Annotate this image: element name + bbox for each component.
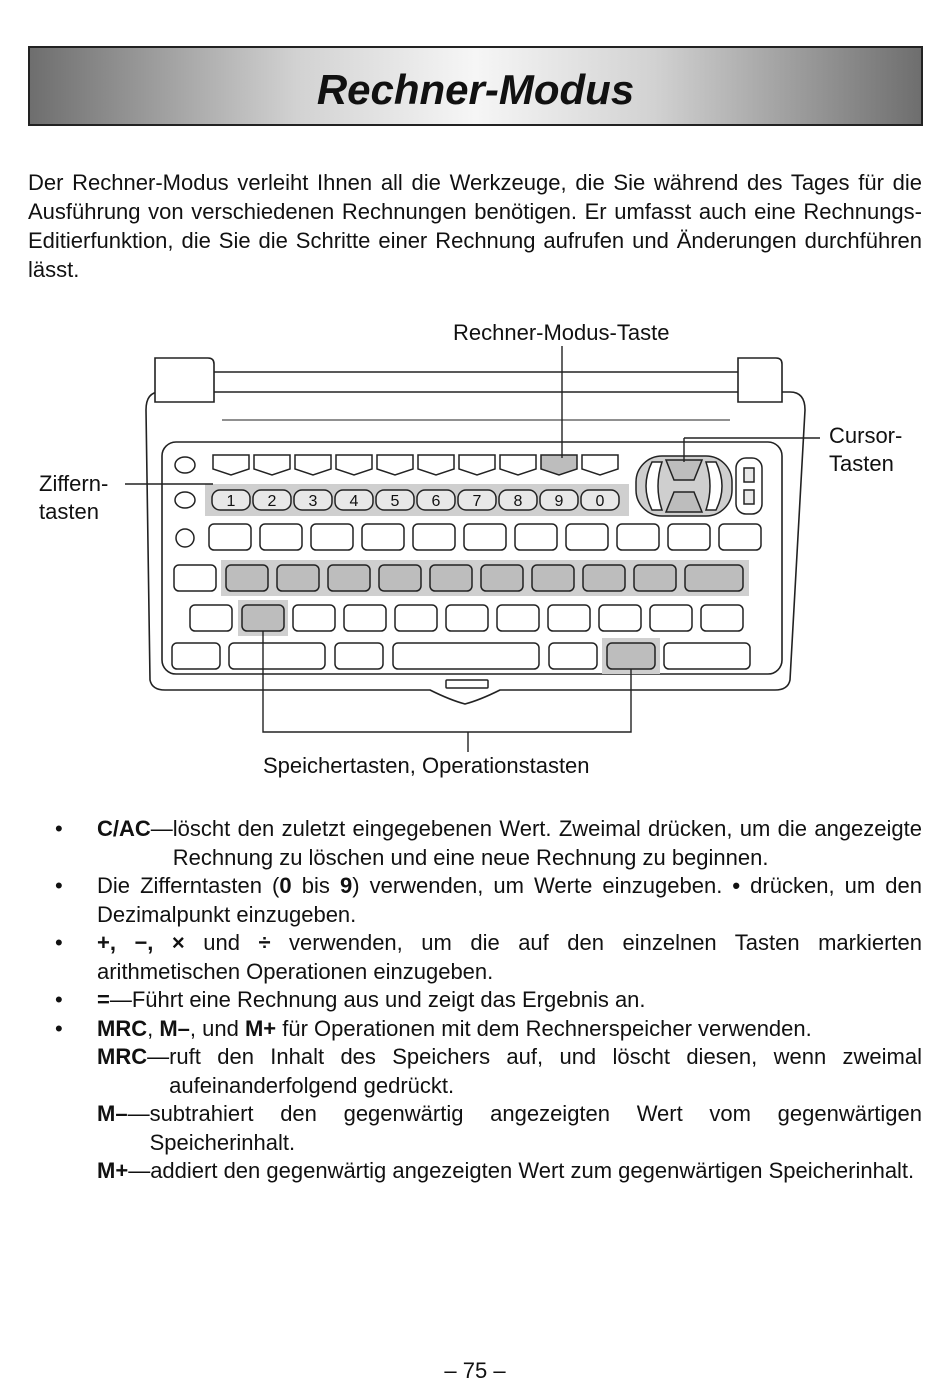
operation-key <box>379 565 421 591</box>
key <box>650 605 692 631</box>
memory-sub-m-minus <box>55 1100 922 1157</box>
m-minus-description: subtrahiert den gegenwärtig angezeigten Wert vom gegenwärtigen Speicherinhalt. <box>149 1101 922 1155</box>
key <box>548 605 590 631</box>
key <box>617 524 659 550</box>
operation-key <box>430 565 472 591</box>
key <box>719 524 761 550</box>
term-clear: C/AC <box>97 816 151 841</box>
key <box>446 605 488 631</box>
intro-paragraph: Der Rechner-Modus verleiht Ihnen all die Werkzeuge, die Sie während des Tages für die Ausführung von verschiedenen Rechnungen benötigen. Er umfasst auch eine Rechnungs-Editierfunktion, die Sie die Schritte einer Rechnung aufrufen und Änderungen durchführen lässt. <box>28 170 922 282</box>
operation-key <box>328 565 370 591</box>
bullet-clear-key <box>55 815 922 872</box>
key-row-5 <box>190 605 743 631</box>
text: ) verwenden, um Werte einzugeben. <box>352 873 733 898</box>
cursor-keys-label-2: Tasten <box>829 451 894 476</box>
memory-sub-mrc <box>55 1043 922 1100</box>
key <box>229 643 325 669</box>
key <box>701 605 743 631</box>
dash: — <box>127 1101 150 1126</box>
mode-key <box>254 455 290 475</box>
text: drücken, um den Dezimalpunkt einzugeben. <box>97 873 922 927</box>
cursor-pad <box>636 456 762 516</box>
key-9: 9 <box>339 873 353 898</box>
operation-key <box>226 565 268 591</box>
dash: — <box>109 987 132 1012</box>
latch-slot <box>446 680 488 688</box>
side-button-2 <box>175 492 195 508</box>
text: , <box>147 1015 160 1041</box>
key <box>668 524 710 550</box>
bullet-dot: • <box>55 873 63 898</box>
digit-keys-label-1: Ziffern- <box>39 471 109 496</box>
key <box>599 605 641 631</box>
page-title: Rechner-Modus <box>316 66 635 113</box>
mode-key <box>459 455 495 475</box>
bullet-dot: • <box>55 930 63 955</box>
key-m-minus: M– <box>159 1015 190 1041</box>
dash: — <box>150 816 173 841</box>
key <box>311 524 353 550</box>
text: bis <box>291 873 340 898</box>
digit-key-label: 1 <box>226 493 236 510</box>
page-number: – 75 – <box>444 1358 506 1383</box>
operation-key <box>277 565 319 591</box>
key <box>549 643 597 669</box>
mode-key <box>418 455 454 475</box>
bullet-dot: • <box>55 987 63 1012</box>
operation-key <box>634 565 676 591</box>
key <box>260 524 302 550</box>
bullet-memory-keys <box>55 1015 922 1044</box>
bullet-dot: • <box>55 1015 63 1041</box>
text: verwenden, um die auf den einzelnen Tasten markierten arithmetischen Operationen einzugeben. <box>97 930 922 984</box>
key <box>362 524 404 550</box>
operation-key <box>685 565 743 591</box>
text: für Operationen mit dem Rechnerspeicher verwenden. <box>276 1015 812 1041</box>
key-mrc: MRC <box>97 1015 148 1041</box>
divide-key: ÷ <box>258 930 271 955</box>
mode-key <box>582 455 618 475</box>
bullet-digit-keys <box>55 872 922 929</box>
text: und <box>203 930 259 955</box>
operation-key <box>481 565 523 591</box>
key-m-plus: M+ <box>244 1015 277 1041</box>
term-m-minus: M– <box>97 1101 128 1126</box>
key <box>209 524 251 550</box>
text: Die Zifferntasten ( <box>97 873 280 898</box>
memory-operation-keys-label: Speichertasten, Operationstasten <box>263 753 590 778</box>
dash: — <box>147 1044 170 1069</box>
clear-description: löscht den zuletzt eingegebenen Wert. Zweimal drücken, um die angezeigte Rechnung zu löschen und eine neue Rechnung zu beginnen. <box>172 816 922 870</box>
term-mrc: MRC <box>97 1044 148 1069</box>
mode-key-row <box>213 455 618 475</box>
key <box>174 565 216 591</box>
text: , und <box>189 1015 245 1041</box>
key <box>335 643 383 669</box>
mode-key <box>377 455 413 475</box>
key <box>497 605 539 631</box>
calculator-mode-key <box>541 455 577 475</box>
key-row-3 <box>209 524 761 550</box>
digit-key-label: 3 <box>308 493 318 510</box>
mode-key <box>213 455 249 475</box>
bullet-dot: • <box>55 816 63 841</box>
dash: — <box>128 1158 151 1183</box>
digit-key-label: 8 <box>513 493 523 510</box>
memory-sub-m-plus <box>55 1157 922 1186</box>
digit-key-label: 9 <box>554 493 564 510</box>
mode-key <box>500 455 536 475</box>
digit-keys-label-2: tasten <box>39 499 99 524</box>
operation-key <box>583 565 625 591</box>
equals-description: Führt eine Rechnung aus und zeigt das Ergebnis an. <box>131 987 646 1012</box>
digit-key-label: 4 <box>349 493 359 510</box>
digit-key-label: 5 <box>390 493 400 510</box>
cursor-extra-key <box>736 458 762 514</box>
key <box>464 524 506 550</box>
m-plus-description: addiert den gegenwärtig angezeigten Wert zum gegenwärtigen Speicherinhalt. <box>150 1158 915 1183</box>
side-button-1 <box>175 457 195 473</box>
memory-key <box>242 605 284 631</box>
mode-key <box>295 455 331 475</box>
key <box>293 605 335 631</box>
key-descriptions <box>55 815 922 1186</box>
bullet-arithmetic-keys <box>55 929 922 986</box>
term-m-plus: M+ <box>97 1158 129 1183</box>
key <box>664 643 750 669</box>
key-row-4 <box>174 565 743 591</box>
digit-key-label: 7 <box>472 493 482 510</box>
bullet-equals-key <box>55 986 922 1015</box>
cursor-keys-label-1: Cursor- <box>829 423 903 448</box>
digit-key-label: 6 <box>431 493 441 510</box>
mode-key <box>336 455 372 475</box>
key <box>344 605 386 631</box>
key <box>566 524 608 550</box>
space-key <box>393 643 539 669</box>
digit-key-label: 2 <box>267 493 277 510</box>
key <box>413 524 455 550</box>
term-equals: = <box>97 987 110 1012</box>
side-button-3 <box>176 529 194 547</box>
key <box>515 524 557 550</box>
key-row-6 <box>172 643 750 688</box>
operation-key <box>532 565 574 591</box>
mrc-description: ruft den Inhalt des Speichers auf, und löscht diesen, wenn zweimal aufeinanderfolgend gedrückt. <box>169 1044 922 1098</box>
equals-key <box>607 643 655 669</box>
operator-keys: +, −, × <box>97 930 204 955</box>
key <box>395 605 437 631</box>
digit-key-label: 0 <box>595 493 605 510</box>
key <box>172 643 220 669</box>
key-0: 0 <box>279 873 292 898</box>
key <box>190 605 232 631</box>
lid-left-hinge <box>155 358 214 402</box>
mode-key-label: Rechner-Modus-Taste <box>453 320 670 345</box>
lid-right-hinge <box>738 358 782 402</box>
decimal-key: • <box>732 873 741 898</box>
